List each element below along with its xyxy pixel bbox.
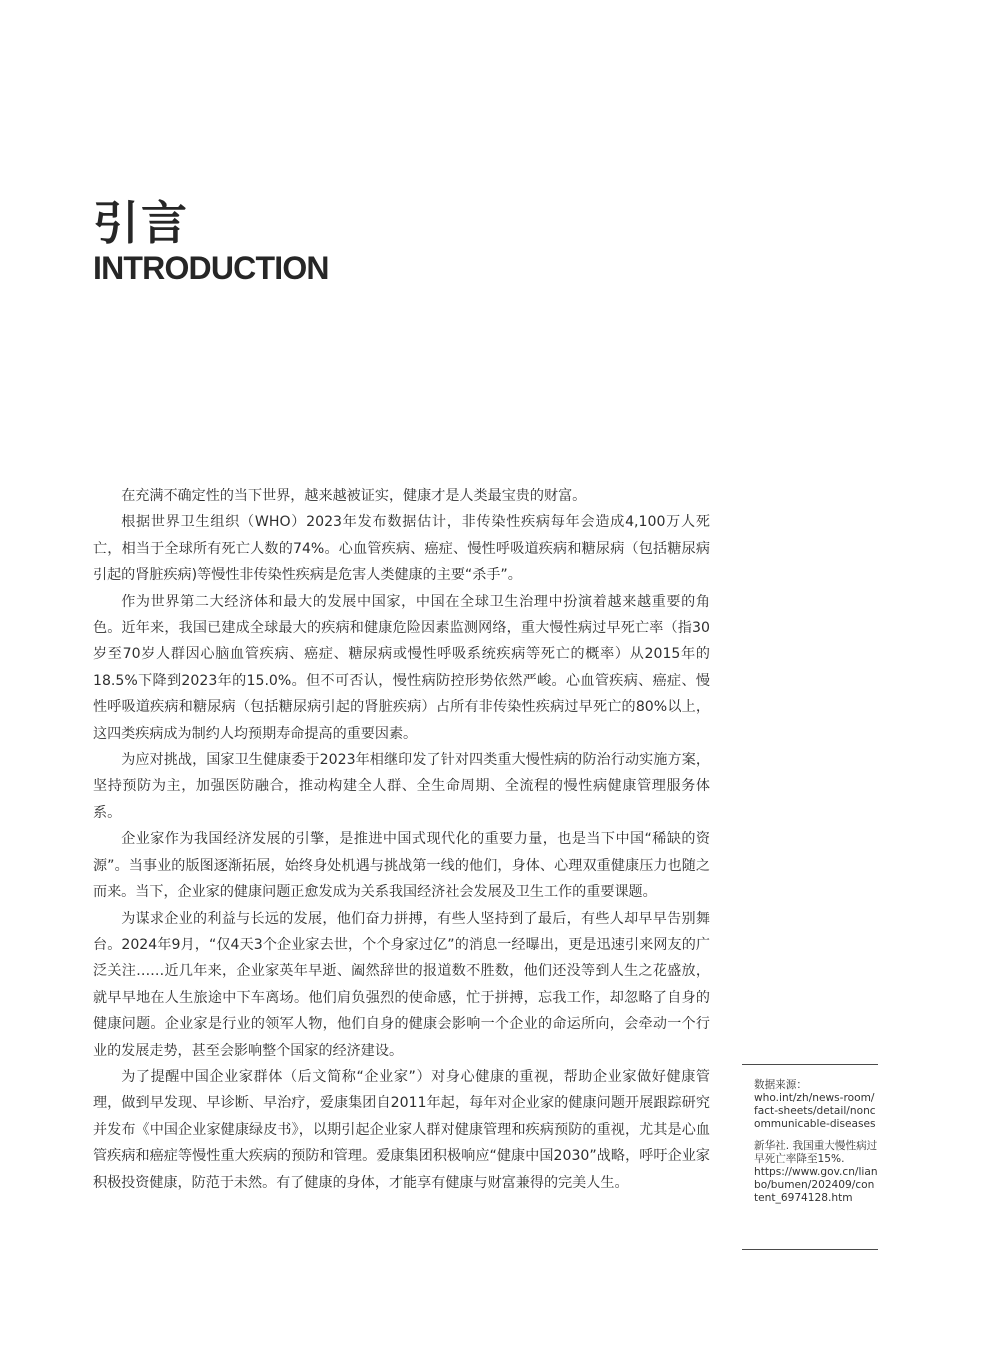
paragraph-3: 作为世界第二大经济体和最大的发展中国家，中国在全球卫生治理中扮演着越来越重要的角色。近年来，我国已建成全球最大的疾病和健康危险因素监测网络，重大慢性病过早死亡率（指30岁至70岁人群因心脑血管疾病、癌症、糖尿病或慢性呼吸系统疾病等死亡的概率）从2015年的18.5%下降到2023年的15.0%。但不可否认，慢性病防控形势依然严峻。心血管疾病、癌症、慢性呼吸道疾病和糖尿病（包括糖尿病引起的肾脏疾病）占所有非传染性疾病过早死亡的80%以上，这四类疾病成为制约人均预期寿命提高的重要因素。 [93, 593, 710, 742]
paragraph-1: 在充满不确定性的当下世界，越来越被证实，健康才是人类最宝贵的财富。 [121, 488, 587, 504]
paragraph-6: 为谋求企业的利益与长远的发展，他们奋力拼搏，有些人坚持到了最后，有些人却早早告别舞台。2024年9月，“仅4天3个企业家去世，个个身家过亿”的消息一经曝出，更是迅速引来网友的广泛关注……近几年来，企业家英年早逝、阖然辞世的报道数不胜数，他们还没等到人生之花盛放，就早早地在人生旅途中下车离场。他们肩负强烈的使命感，忙于拼搏，忘我工作，却忽略了自身的健康问题。企业家是行业的领军人物，他们自身的健康会影响一个企业的命运所向，会牵动一个行业的发展走势，甚至会影响整个国家的经济建设。 [93, 910, 710, 1059]
source-label: 数据来源： [754, 1079, 807, 1091]
source-sidenote [742, 1064, 878, 1250]
source-link-gov[interactable]: https://www.gov.cn/lianbo/bumen/202409/content_6974128.htm [754, 1166, 878, 1204]
source-link-who[interactable]: who.int/zh/news-room/fact-sheets/detail/noncommunicable-diseases [754, 1092, 876, 1130]
paragraph-7: 为了提醒中国企业家群体（后文简称“企业家”）对身心健康的重视，帮助企业家做好健康管理，做到早发现、早诊断、早治疗，爱康集团自2011年起，每年对企业家的健康问题开展跟踪研究并发布《中国企业家健康绿皮书》，以期引起企业家人群对健康管理和疾病预防的重视，尤其是心血管疾病和癌症等慢性重大疾病的预防和管理。爱康集团积极响应“健康中国2030”战略，呼吁企业家积极投资健康，防范于未然。有了健康的身体，才能享有健康与财富兼得的完美人生。 [93, 1068, 710, 1191]
body-text [93, 483, 710, 1196]
paragraph-4: 为应对挑战，国家卫生健康委于2023年相继印发了针对四类重大慢性病的防治行动实施方案，坚持预防为主，加强医防融合，推动构建全人群、全生命周期、全流程的慢性病健康管理服务体系。 [93, 752, 710, 821]
source-title-xinhua: 新华社. 我国重大慢性病过早死亡率降至15%. [754, 1140, 878, 1165]
page-title-en: INTRODUCTION [93, 250, 329, 286]
paragraph-5: 企业家作为我国经济发展的引擎，是推进中国式现代化的重要力量，也是当下中国“稀缺的资源”。当事业的版图逐渐拓展，始终身处机遇与挑战第一线的他们，身体、心理双重健康压力也随之而来。当下，企业家的健康问题正愈发成为关系我国经济社会发展及卫生工作的重要课题。 [93, 831, 711, 901]
page-title-zh: 引言 [93, 196, 189, 250]
sidenote-spacer [754, 1131, 878, 1140]
paragraph-2: 根据世界卫生组织（WHO）2023年发布数据估计，非传染性疾病每年会造成4,100万人死亡，相当于全球所有死亡人数的74%。心血管疾病、癌症、慢性呼吸道疾病和糖尿病（包括糖尿病引起的肾脏疾病)等慢性非传染性疾病是危害人类健康的主要“杀手”。 [93, 514, 710, 584]
